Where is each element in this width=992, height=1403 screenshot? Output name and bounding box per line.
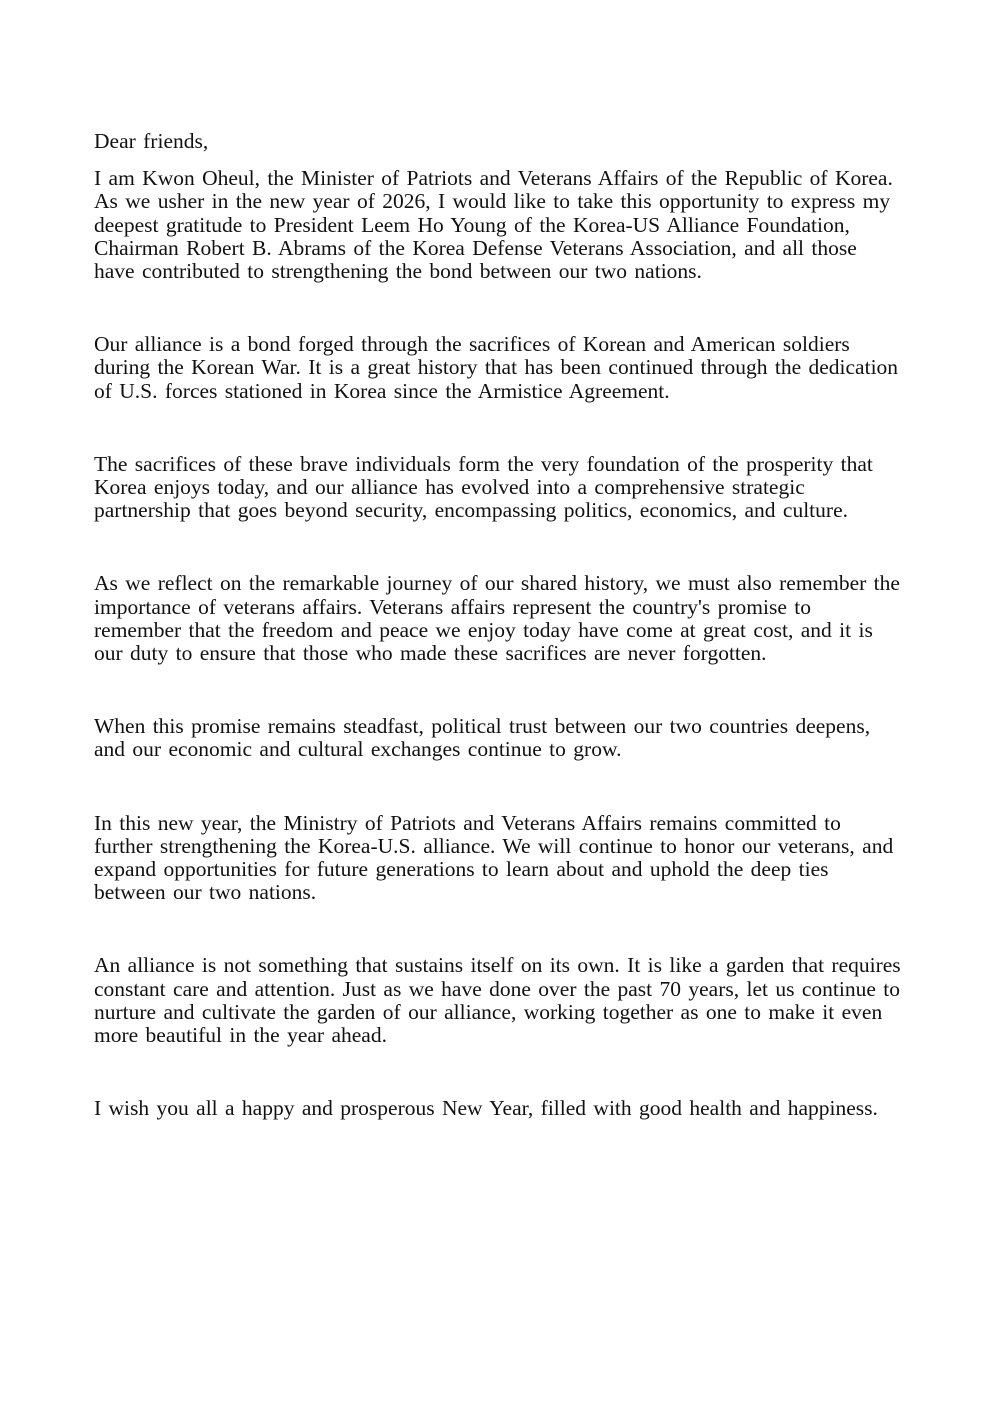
letter-body	[94, 130, 904, 1120]
letter-paragraph-new-year-commitment: In this new year, the Ministry of Patriots and Veterans Affairs remains committed to further strengthening the Korea-U.S. alliance. We will continue to honor our veterans, and expand opportunities for future generations to learn about and uphold the deep ties between our two nations.	[94, 810, 894, 905]
letter-paragraph-introduction: I am Kwon Oheul, the Minister of Patriots and Veterans Affairs of the Republic of Korea. As we usher in the new year of 2026, I would like to take this opportunity to express my deepest gratitude to President Leem Ho Young of the Korea-US Alliance Foundation, Chairman Robert B. Abrams of the Korea Defense Veterans Association, and all those have contributed to strengthening the bond between our two nations.	[94, 166, 893, 284]
letter-greeting: Dear friends,	[94, 129, 209, 153]
letter-paragraph-veterans-affairs: As we reflect on the remarkable journey of our shared history, we must also remember the importance of veterans affairs. Veterans affairs represent the country's promise to remember that the freedom and peace we enjoy today have come at great cost, and it is our duty to ensure that those who made these sacrifices are never forgotten.	[94, 571, 900, 666]
letter-paragraph-alliance-history: Our alliance is a bond forged through the sacrifices of Korean and American soldiers during the Korean War. It is a great history that has been continued through the dedication of U.S. forces stationed in Korea since the Armistice Agreement.	[94, 332, 899, 403]
letter-paragraph-wishes: I wish you all a happy and prosperous New Year, filled with good health and happiness.	[94, 1096, 878, 1121]
letter-paragraph-garden: An alliance is not something that sustains itself on its own. It is like a garden that requires constant care and attention. Just as we have done over the past 70 years, let us continue to nurture and cultivate the garden of our alliance, working together as one to make it even more beautiful in the year ahead.	[94, 953, 901, 1048]
letter-paragraph-promise: When this promise remains steadfast, political trust between our two countries deepens, and our economic and cultural exchanges continue to grow.	[94, 714, 871, 762]
letter-paragraph-sacrifices: The sacrifices of these brave individuals form the very foundation of the prosperity that Korea enjoys today, and our alliance has evolved into a comprehensive strategic partnership that goes beyond security, encompassing politics, economics, and culture.	[94, 451, 873, 523]
